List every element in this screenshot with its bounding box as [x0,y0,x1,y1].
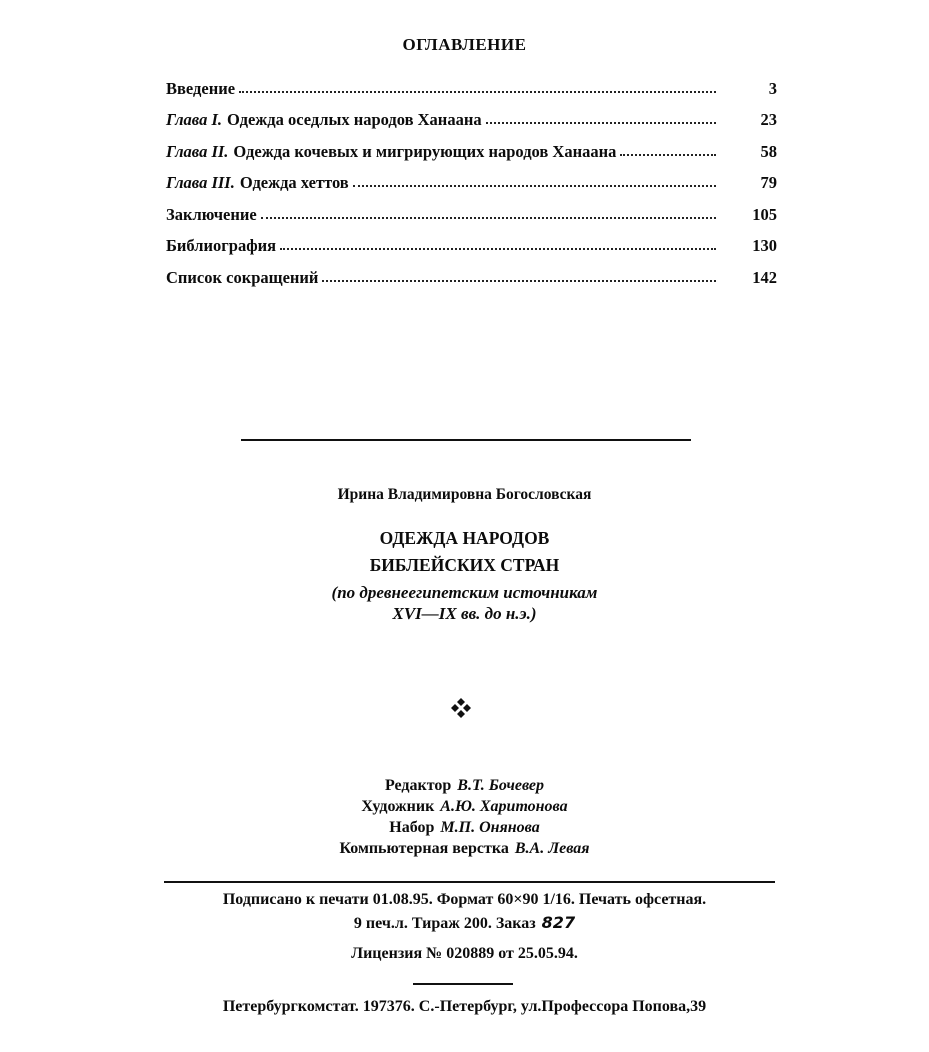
diamond-ornament-icon [449,696,473,720]
toc-entry [166,110,777,132]
toc-entry-title: Библиография [166,236,277,255]
toc-page-number: 105 [752,205,777,224]
book-subtitle-line-2: XVI—IX вв. до н.э.) [392,604,537,623]
imprint-line: Подписано к печати 01.08.95. Формат 60×90 1/16. Печать офсетная. [222,891,707,908]
toc-chapter-number: Глава I. [166,110,222,129]
credit-role: Набор [389,819,435,836]
credit-person: М.П. Онянова [440,819,540,836]
divider-rule-short [413,983,513,985]
toc-leader-dots [620,152,716,156]
toc-page-number: 23 [760,110,777,129]
toc-page-number: 3 [768,79,777,98]
credit-person: А.Ю. Харитонова [440,798,568,815]
toc-entry [166,268,777,290]
toc-entry [166,236,777,258]
toc-entry [166,173,777,195]
toc-page-number: 142 [752,268,777,287]
toc-leader-dots [239,89,716,93]
toc-entry-title: Заключение [166,205,257,224]
credit-artist [0,798,929,816]
book-title-line-2: БИБЛЕЙСКИХ СТРАН [369,555,560,575]
print-run-text: 9 печ.л. Тираж 200. Заказ [353,915,536,932]
toc-page-number: 58 [760,142,777,161]
toc-entry-title: Введение [166,79,236,98]
author-name: Ирина Владимировна Богословская [337,486,592,503]
toc-entry [166,79,777,101]
toc-leader-dots [280,246,716,250]
toc-page-number: 130 [752,236,777,255]
credit-role: Компьютерная верстка [339,840,509,857]
imprint-print-run [0,913,929,933]
toc-heading: ОГЛАВЛЕНИЕ [402,35,527,54]
toc-leader-dots [353,183,716,187]
toc-leader-dots [486,120,716,124]
toc-chapter-number: Глава III. [166,173,235,192]
credit-role: Художник [361,798,435,815]
credit-person: В.А. Левая [514,840,590,857]
credit-editor [0,777,929,795]
divider-rule [164,881,775,883]
toc-entry-title: Одежда хеттов [239,173,349,192]
toc-entry-title: Одежда кочевых и мигрирующих народов Ханаана [233,142,617,161]
toc-entry-title: Одежда оседлых народов Ханаана [227,110,482,129]
toc-entry [166,142,777,164]
toc-chapter-number: Глава II. [166,142,229,161]
toc-page-number: 79 [760,173,777,192]
credit-person: В.Т. Бочевер [457,777,545,794]
handwritten-order-number: 827 [541,913,576,932]
credit-typesetting [0,819,929,837]
divider-rule [241,439,691,441]
toc-leader-dots [261,215,716,219]
toc-entry [166,205,777,227]
toc-entry-title: Список сокращений [166,268,319,287]
credit-layout [0,840,929,858]
publisher-address: Петербургкомстат. 197376. С.-Петербург, ул.Профессора Попова,39 [222,998,707,1015]
toc-leader-dots [322,278,716,282]
book-subtitle-line-1: (по древнеегипетским источникам [331,583,598,602]
book-title-line-1: ОДЕЖДА НАРОДОВ [379,528,550,548]
license-line: Лицензия № 020889 от 25.05.94. [351,945,578,962]
credit-role: Редактор [384,777,452,794]
